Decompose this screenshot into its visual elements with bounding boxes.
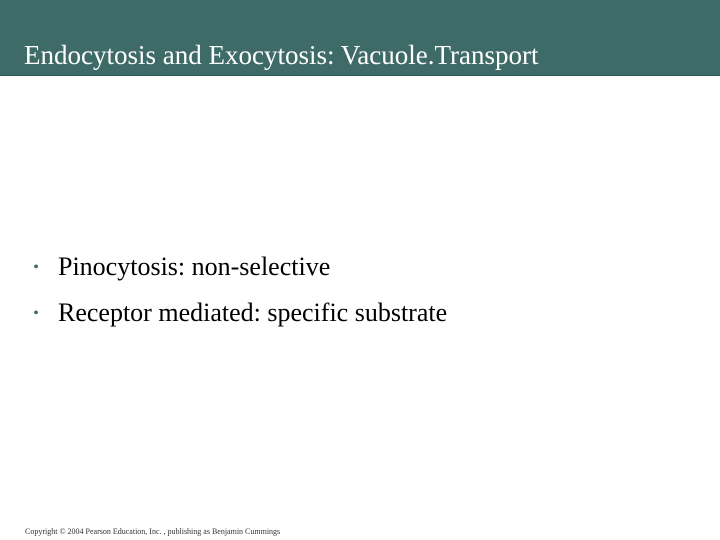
slide-title: Endocytosis and Exocytosis: Vacuole.Transport xyxy=(24,40,539,70)
bullet-text: Pinocytosis: non-selective xyxy=(58,252,331,281)
bullet-marker: • xyxy=(33,305,39,322)
copyright-footer: Copyright © 2004 Pearson Education, Inc. , publishing as Benjamin Cummings xyxy=(25,527,281,536)
bullet-text: Receptor mediated: specific substrate xyxy=(58,298,448,327)
title-bar xyxy=(0,0,720,76)
bullet-marker: • xyxy=(33,259,39,276)
